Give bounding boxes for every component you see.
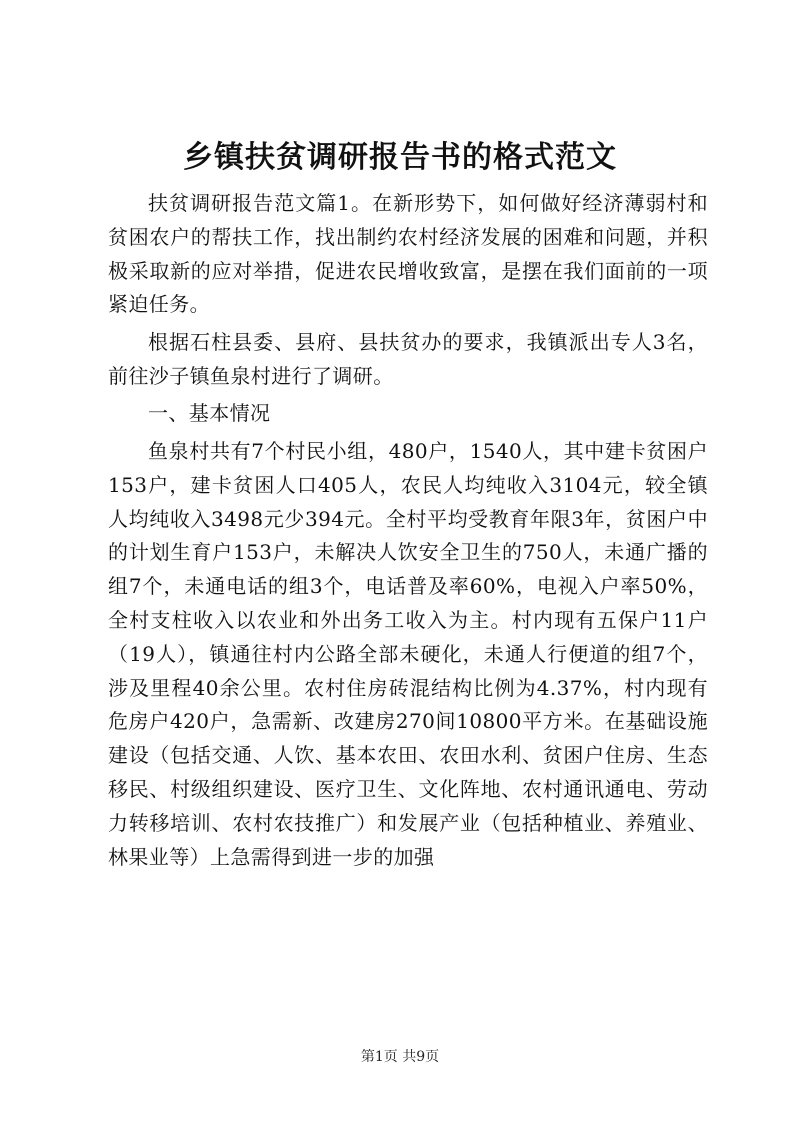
paragraph-intro: 扶贫调研报告范文篇1。在新形势下，如何做好经济薄弱村和贫困农户的帮扶工作，找出制约农村经济发展的困难和问题，并积极采取新的应对举措，促进农民增收致富，是摆在我们面前的一项紧迫任务。 xyxy=(108,191,708,317)
paragraph-research-team: 根据石柱县委、县府、县扶贫办的要求，我镇派出专人3名，前往沙子镇鱼泉村进行了调研。 xyxy=(108,329,708,388)
document-title: 乡镇扶贫调研报告书的格式范文 xyxy=(183,140,617,175)
section-heading-basic-situation: 一、基本情况 xyxy=(148,401,271,426)
page-number-footer: 第1页 共9页 xyxy=(360,1049,440,1065)
document-body xyxy=(108,187,708,878)
paragraph-village-details: 鱼泉村共有7个村民小组，480户，1540人，其中建卡贫困户153户，建卡贫困人口405人，农民人均纯收入3104元，较全镇人均纯收入3498元少394元。全村平均受教育年限3年，贫困户中的计划生育户153户，未解决人饮安全卫生的750人，未通广播的组7个，未通电话的组3个，电话普及率60%，电视入户率50%，全村支柱收入以农业和外出务工收入为主。村内现有五保户11户（19人），镇通往村内公路全部未硬化，未通人行便道的组7个，涉及里程40余公里。农村住房砖混结构比例为4.37%，村内现有危房户420户，急需新、改建房270间10800平方米。在基础设施建设（包括交通、人饮、基本农田、农田水利、贫困户住房、生态移民、村级组织建设、医疗卫生、文化阵地、农村通讯通电、劳动力转移培训、农村农技推广）和发展产业（包括种植业、养殖业、林果业等）上急需得到进一步的加强 xyxy=(108,438,708,869)
